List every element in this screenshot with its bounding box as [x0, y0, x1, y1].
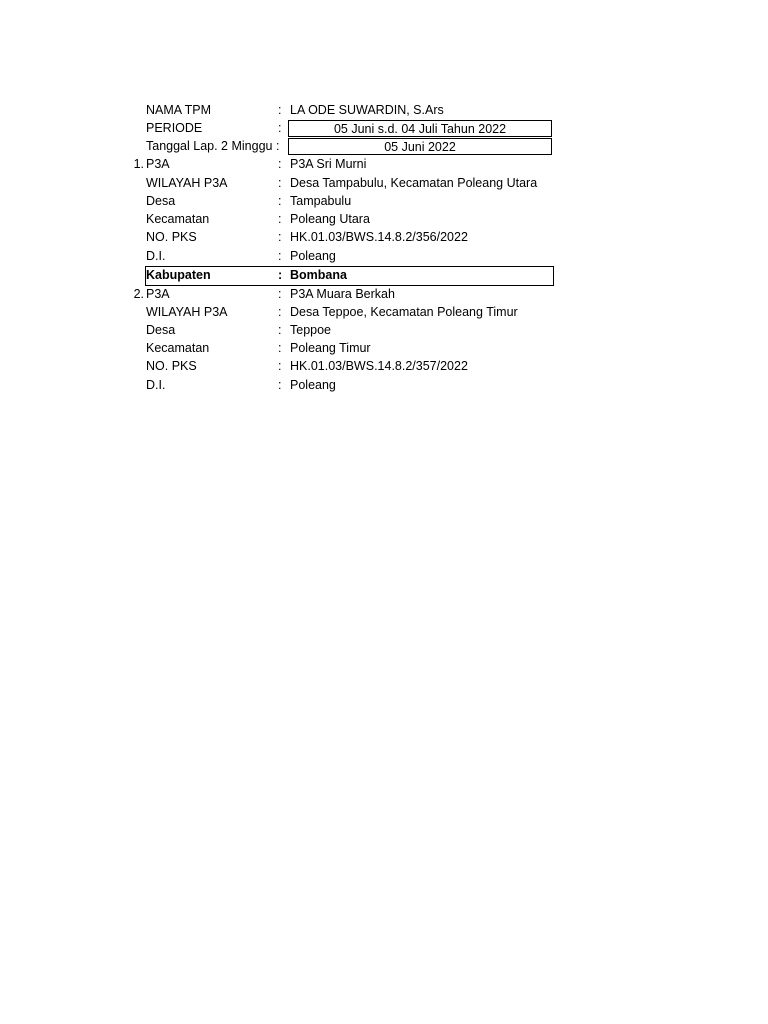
colon: :	[278, 378, 282, 392]
colon: :	[278, 230, 282, 244]
di-value: Poleang	[290, 378, 336, 392]
kabupaten-label: Kabupaten	[146, 268, 211, 282]
periode-row	[128, 119, 558, 137]
group-1-wilayah-row	[128, 174, 558, 192]
colon: :	[278, 194, 282, 208]
colon: :	[278, 212, 282, 226]
colon: :	[278, 176, 282, 190]
group-1-di-row	[128, 247, 558, 265]
kecamatan-label: Kecamatan	[146, 341, 210, 355]
kecamatan-value: Poleang Timur	[290, 341, 371, 355]
di-value: Poleang	[290, 249, 336, 263]
tanggal-label: Tanggal Lap. 2 Minggu :	[146, 139, 280, 153]
colon: :	[278, 287, 282, 301]
di-label: D.I.	[146, 249, 166, 263]
p3a-label: P3A	[146, 157, 170, 171]
kecamatan-label: Kecamatan	[146, 212, 210, 226]
p3a-value: P3A Sri Murni	[290, 157, 367, 171]
colon: :	[278, 323, 282, 337]
group-2-pks-row	[128, 357, 558, 375]
group-2-number: 2.	[133, 287, 144, 301]
colon: :	[278, 157, 282, 171]
colon: :	[278, 121, 282, 135]
kabupaten-value: Bombana	[290, 268, 347, 282]
colon: :	[278, 103, 282, 117]
desa-value: Tampabulu	[290, 194, 352, 208]
colon: :	[278, 341, 282, 355]
group-1-number: 1.	[133, 157, 144, 171]
nama-tpm-row	[128, 101, 558, 119]
wilayah-label: WILAYAH P3A	[146, 305, 228, 319]
pks-value: HK.01.03/BWS.14.8.2/357/2022	[290, 359, 468, 373]
group-1-pks-row	[128, 228, 558, 246]
group-1-desa-row	[128, 192, 558, 210]
p3a-value: P3A Muara Berkah	[290, 287, 395, 301]
tanggal-value: 05 Juni 2022	[288, 138, 552, 155]
kecamatan-value: Poleang Utara	[290, 212, 370, 226]
periode-label: PERIODE	[146, 121, 203, 135]
desa-value: Teppoe	[290, 323, 332, 337]
group-2-di-row	[128, 376, 558, 394]
colon: :	[278, 359, 282, 373]
group-2-kecamatan-row	[128, 339, 558, 357]
colon: :	[278, 249, 282, 263]
desa-label: Desa	[146, 323, 176, 337]
wilayah-label: WILAYAH P3A	[146, 176, 228, 190]
nama-tpm-value: LA ODE SUWARDIN, S.Ars	[290, 103, 444, 117]
wilayah-value: Desa Tampabulu, Kecamatan Poleang Utara	[290, 176, 538, 190]
group-2-desa-row	[128, 321, 558, 339]
pks-value: HK.01.03/BWS.14.8.2/356/2022	[290, 230, 468, 244]
p3a-label: P3A	[146, 287, 170, 301]
pks-label: NO. PKS	[146, 230, 197, 244]
nama-tpm-label: NAMA TPM	[146, 103, 212, 117]
group-2-wilayah-row	[128, 303, 558, 321]
wilayah-value: Desa Teppoe, Kecamatan Poleang Timur	[290, 305, 518, 319]
colon: :	[278, 305, 282, 319]
colon: :	[278, 268, 283, 282]
group-1-kabupaten-row	[128, 266, 558, 284]
group-1-p3a-row	[128, 155, 558, 173]
di-label: D.I.	[146, 378, 166, 392]
periode-value: 05 Juni s.d. 04 Juli Tahun 2022	[288, 120, 552, 137]
tanggal-row	[128, 137, 558, 155]
group-1-kecamatan-row	[128, 210, 558, 228]
pks-label: NO. PKS	[146, 359, 197, 373]
desa-label: Desa	[146, 194, 176, 208]
group-2-p3a-row	[128, 285, 558, 303]
